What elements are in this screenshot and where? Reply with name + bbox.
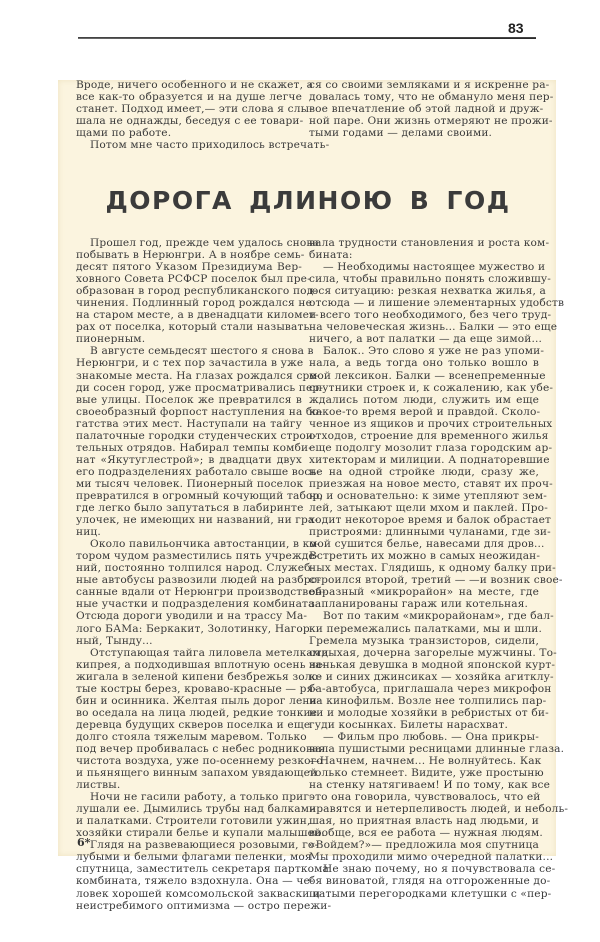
text-line: юся ситуацию: резкая нехватка жилья, а <box>309 285 546 298</box>
text-line: сила, чтобы правильно понять сложившу- <box>309 273 552 286</box>
paragraph <box>76 139 330 152</box>
paragraph <box>309 79 554 140</box>
text-line: пионерным. <box>76 333 146 346</box>
text-line: образный «микрорайон» на месте, где <box>309 586 539 599</box>
text-line: своеобразный форпост наступления на бо- <box>76 405 323 418</box>
text-line: пристроями: длинными чуланами, где зи- <box>309 526 551 539</box>
text-line: отсюда — и лишение элементарных удобств <box>309 297 565 310</box>
text-line: нравятся и нетерпеливость людей, и неболь- <box>309 803 569 816</box>
text-line: какое-то время верой и правдой. Сколо- <box>309 405 541 418</box>
text-line: лого БАМа: Беркакит, Золотинку, Нагор- <box>76 622 314 635</box>
text-line: Прошел год, прежде чем удалось снова <box>90 237 319 249</box>
text-line: Встретить их можно в самых неожидан- <box>309 550 541 563</box>
text-line: ни и молодые хозяйки в ребристых от би- <box>309 706 549 719</box>
text-line: бя виноватой, глядя на отгороженные до- <box>309 875 551 888</box>
top-right-column <box>309 79 554 140</box>
text-line: на человеческая жизнь... Балки — это еще <box>309 321 558 334</box>
text-line: гуди косынках. Билеты нарасхват. <box>309 718 508 731</box>
text-line: ный, Тынду... <box>76 634 153 647</box>
text-line: вые улицы. Поселок же превратился в <box>76 393 302 406</box>
text-line: щатыми перегородками клетушки с «пер- <box>309 887 552 900</box>
text-line: листвы. <box>76 779 121 792</box>
text-line: на старом месте, а в двенадцати километ- <box>76 309 319 322</box>
text-line: Гремела музыка транзисторов, сидели, <box>309 634 539 647</box>
text-line: на кинофильм. Возле нее толпились пар- <box>309 694 547 707</box>
text-line: отдыхая, дочерна загорелые мужчины. То- <box>309 646 557 659</box>
paragraph <box>309 610 557 731</box>
text-line: вала трудности становления и роста ком- <box>309 237 550 249</box>
paragraph <box>309 863 556 900</box>
text-line: спутники строек и, к сожалению, как убе- <box>309 381 554 394</box>
text-line: улочек, не имеющих ни названий, ни гра- <box>76 514 319 527</box>
text-line: неистребимого оптимизма — остро пережи- <box>76 899 332 912</box>
paragraph <box>76 839 332 912</box>
text-line: еще подолгу мозолит глаза городским ар- <box>309 441 553 454</box>
text-line: мой сушится белье, навесами для дров... <box>309 538 545 551</box>
text-line: вое впечатление об этой ладной и друж- <box>309 103 544 116</box>
text-line: ся со своими земляками и я искренне ра- <box>309 79 550 91</box>
text-line: — Необходимы настоящее мужество и <box>323 261 546 274</box>
text-line: ждались потом люди, служить им еще <box>309 393 539 406</box>
text-line: комбината, тяжело вздохнула. Она — че- <box>76 875 314 888</box>
text-line: Отступающая тайга лиловела метелками <box>90 646 329 659</box>
text-line: на стенку натягиваем! И по тому, как все <box>309 779 550 792</box>
text-line: отходов, строение для временного жилья <box>309 429 549 442</box>
paragraph <box>76 79 314 140</box>
text-line: спутница, заместитель секретаря парткома <box>76 863 329 876</box>
text-line: и палатками. Строители готовили ужин, <box>76 815 311 828</box>
text-line: лей, затыкают щели мхом и паклей. Про- <box>309 502 548 515</box>
text-line: ловек хорошей комсомольской закваски и <box>76 887 321 900</box>
text-line: запланированы гараж или котельная. <box>309 598 529 611</box>
text-line: гатства этих мест. Наступали на тайгу <box>76 417 302 430</box>
text-line: лубыми и белыми флагами пеленки, моя <box>76 851 312 864</box>
text-line: Вот по таким «микрорайонам», где бал- <box>323 610 554 623</box>
text-line: тые костры берез, кроваво-красные — ря- <box>76 682 318 695</box>
page-number: 83 <box>508 20 524 36</box>
text-line: нат «Якутуглестрой»; в двадцати двух <box>76 453 302 466</box>
article-left-column <box>76 237 332 912</box>
text-line: ченное из ящиков и прочих строительных <box>309 417 553 430</box>
paragraph <box>76 538 326 647</box>
text-line: бин и осинника. Желтая пыль дорог лени- <box>76 694 321 707</box>
text-line: жигала в зеленой кипени безбрежья золо- <box>76 670 322 683</box>
text-line: тором чудом разместились пять учрежде- <box>76 550 319 563</box>
text-line: лушали ее. Дымились трубы над балками <box>76 803 317 816</box>
text-line: хитекторам и милиции. А поднаторевшие <box>309 453 550 466</box>
text-line: превратился в огромный кочующий табор, <box>76 489 323 502</box>
paragraph <box>309 237 550 262</box>
text-line: кипрея, а подходившая вплотную осень за- <box>76 658 326 671</box>
text-line: ных местах. Глядишь, к одному балку при- <box>309 562 556 575</box>
text-line: ки перемежались палатками, мы и шли. <box>309 622 542 635</box>
text-line: Нерюнгри, и с тех пор зачастила в уже <box>76 357 304 370</box>
text-line: тельных отрядов. Набирал темпы комби- <box>76 441 312 454</box>
text-line: и пьянящего винным запахом увядающей <box>76 767 318 780</box>
paragraph <box>309 261 565 346</box>
text-line: все как-то образуется и на душе легче <box>76 91 302 104</box>
text-line: «Войдем?»— предложила моя спутница <box>309 839 539 852</box>
text-line: его подразделениях работало свыше вось- <box>76 465 321 478</box>
text-line: только стемнеет. Видите, уже простыню <box>309 767 544 780</box>
text-line: приезжая на новое место, ставят их проч- <box>309 477 553 490</box>
text-line: В августе семьдесят шестого я снова в <box>90 345 314 358</box>
text-line: вала пушистыми ресницами длинные глаза. <box>309 742 565 755</box>
text-line: ные автобусы развозили людей на разбро- <box>76 574 321 587</box>
text-line: Глядя на развевающиеся розовыми, го- <box>90 839 319 852</box>
text-line: где легко было запутаться в лабиринте <box>76 502 304 515</box>
text-line: палаточные городки студенческих строи- <box>76 429 317 442</box>
text-line: деревца будущих скверов поселка и еще <box>76 718 311 731</box>
text-line: ниц. <box>76 526 101 539</box>
text-line: хозяйки стирали белье и купали малышей. <box>76 827 325 840</box>
text-line: знакомые места. На глазах рождался сре- <box>76 369 320 382</box>
text-line: долго стояла тяжелым маревом. Только <box>76 730 307 743</box>
text-line: Вроде, ничего особенного и не скажет, а <box>76 79 314 91</box>
text-line: Потом мне часто приходилось встречать- <box>90 139 330 152</box>
text-line: чистота воздуха, уже по-осеннему резкого <box>76 755 323 768</box>
text-line: строился второй, третий — —и возник свое- <box>309 574 563 587</box>
text-line: Не знаю почему, но я почувствовала се- <box>323 863 556 876</box>
text-line: тыми годами — делами своими. <box>309 127 493 140</box>
text-line: вообще, вся ее работа — нужная людям. <box>309 827 543 840</box>
text-line: побывать в Нерюнгри. А в ноябре семь- <box>76 249 305 262</box>
paragraph <box>76 237 319 346</box>
text-line: образован в город республиканского под- <box>76 285 318 298</box>
paragraph <box>76 791 325 840</box>
paragraph <box>76 646 329 792</box>
text-line: ные участки и подразделения комбината. <box>76 598 319 611</box>
text-line: это она говорила, чувствовалось, что ей <box>309 791 541 804</box>
signature-mark: 6* <box>77 836 91 849</box>
text-line: ке и синих джинсиках — хозяйка агитклу- <box>309 670 554 683</box>
paragraph <box>309 345 563 611</box>
text-line: рах от поселка, который стали называть <box>76 321 310 334</box>
text-line: и всего того необходимого, без чего труд- <box>309 309 552 322</box>
text-line: — Фильм про любовь. — Она прикры- <box>323 730 539 743</box>
page-header-rule <box>78 37 536 39</box>
text-line: ба-автобуса, приглашала через микрофон <box>309 682 552 695</box>
text-line: Балок.. Это слово я уже не раз упоми- <box>323 345 545 358</box>
text-line: шала не однажды, беседуя с ее товари- <box>76 115 304 128</box>
text-line: ной паре. Они жизнь отмеряют не прожи- <box>309 115 553 128</box>
text-line: Мы проходили мимо очередной палатки... <box>309 851 554 864</box>
text-line: Около павильончика автостанции, в ко- <box>90 538 320 551</box>
article-right-column <box>309 237 569 900</box>
text-line: ховного Совета РСФСР поселок был пре- <box>76 273 311 286</box>
text-line: ди сосен город, уже просматривались пер- <box>76 381 324 394</box>
text-line: Отсюда дороги уводили и на трассу Ма- <box>76 610 308 623</box>
text-line: довалась тому, что не обмануло меня пер- <box>309 91 554 104</box>
text-line: не на одной стройке люди, сразу же, <box>309 465 539 478</box>
text-line: мой лексикон. Балки — всенепременные <box>309 369 546 382</box>
text-line: чинения. Подлинный город рождался не <box>76 297 313 310</box>
text-line: станет. Подход имеет,— эти слова я слы- <box>76 103 313 116</box>
text-line: но и основательно: к зиме утепляют зем- <box>309 489 547 502</box>
article-title: ДОРОГА ДЛИНОЮ В ГОД <box>105 186 511 215</box>
text-line: ний, постоянно толпился народ. Служеб- <box>76 562 315 575</box>
top-left-column <box>76 79 330 152</box>
text-line: ненькая девушка в модной японской курт- <box>309 658 556 671</box>
text-line: десят пятого Указом Президиума Вер- <box>76 261 302 274</box>
text-line: щами по работе. <box>76 127 172 140</box>
paragraph <box>309 730 569 864</box>
text-line: санные вдали от Нерюнгри производствен- <box>76 586 326 599</box>
paragraph <box>76 345 324 539</box>
text-line: во оседала на лица людей, редкие тонкие <box>76 706 318 719</box>
text-line: шая, но приятная власть над людьми, и <box>309 815 539 828</box>
text-line: ходит некоторое время и балок обрастает <box>309 514 551 527</box>
text-line: —Начнем, начнем... Не волнуйтесь. Как <box>309 755 542 768</box>
text-line: ми тысяч человек. Пионерный поселок <box>76 477 304 490</box>
text-line: ничего, а вот палатки — да еще зимой... <box>309 333 543 346</box>
text-line: под вечер пробивалась с небес родниковая <box>76 742 326 755</box>
text-line: бината: <box>309 249 353 262</box>
text-line: нала, а ведь тогда оно только вошло в <box>309 357 539 370</box>
text-line: Ночи не гасили работу, а только приг- <box>90 791 313 804</box>
